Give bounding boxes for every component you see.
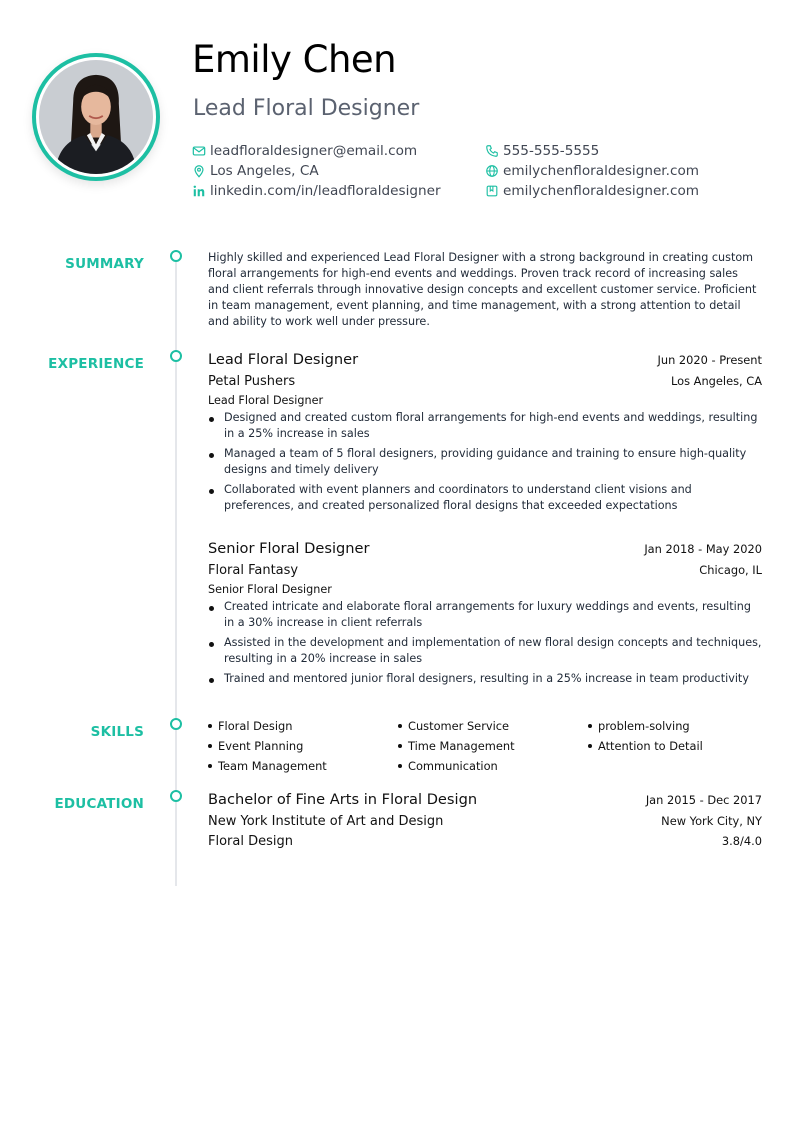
section-label-skills: SKILLS bbox=[90, 724, 144, 740]
company-name: Floral Fantasy bbox=[208, 563, 299, 578]
contact-location bbox=[192, 162, 441, 179]
experience-item bbox=[208, 351, 762, 518]
profile-photo bbox=[39, 60, 153, 174]
experience-item bbox=[208, 540, 762, 691]
job-bullet: Trained and mentored junior floral designers, resulting in a 25% increase in team productivity bbox=[208, 671, 762, 687]
phone-icon bbox=[485, 144, 499, 158]
job-location: Los Angeles, CA bbox=[670, 374, 762, 388]
job-title-header: Lead Floral Designer bbox=[193, 96, 420, 121]
job-bullet: Designed and created custom floral arrangements for high-end events and weddings, resulting in a 25% increase in sales bbox=[208, 410, 762, 442]
summary-text: Highly skilled and experienced Lead Floral Designer with a strong background in creating custom floral arrangements for high-end events and weddings. Proven track record of increasing sales and client referrals through innovative design concepts and excellent customer service. Proficient in team management, event planning, and time management, with a strong attention to detail and ability to work well under pressure. bbox=[208, 251, 757, 328]
skill-item: Event Planning bbox=[208, 738, 398, 754]
section-label-experience: EXPERIENCE bbox=[48, 356, 144, 372]
job-dates: Jan 2018 - May 2020 bbox=[644, 542, 762, 556]
contact-list-right bbox=[485, 142, 699, 199]
job-bullets bbox=[208, 599, 762, 687]
section-label-summary: SUMMARY bbox=[65, 256, 144, 272]
timeline-dot-experience bbox=[170, 350, 182, 362]
summary-section bbox=[208, 250, 762, 330]
candidate-name: Emily Chen bbox=[192, 38, 397, 81]
section-label-education: EDUCATION bbox=[54, 796, 144, 812]
education-section bbox=[208, 791, 762, 849]
skill-item: Communication bbox=[398, 758, 588, 774]
field-of-study: Floral Design bbox=[208, 834, 293, 849]
job-bullet: Collaborated with event planners and coordinators to understand client visions and preferences, and created personalized floral designs that exceeded expectations bbox=[208, 482, 762, 514]
avatar bbox=[32, 53, 160, 181]
timeline-dot-education bbox=[170, 790, 182, 802]
job-bullets bbox=[208, 410, 762, 514]
job-bullet: Created intricate and elaborate floral arrangements for luxury weddings and events, resulting in a 30% increase in client referrals bbox=[208, 599, 762, 631]
skill-item: Floral Design bbox=[208, 718, 398, 734]
school-row bbox=[208, 814, 762, 829]
globe-icon bbox=[485, 164, 499, 178]
contact-linkedin[interactable] bbox=[192, 182, 441, 199]
website-text: emilychenfloraldesigner.com bbox=[503, 162, 700, 179]
timeline-dot-skills bbox=[170, 718, 182, 730]
phone-text: 555-555-5555 bbox=[503, 142, 600, 159]
contact-email[interactable] bbox=[192, 142, 441, 159]
field-row bbox=[208, 834, 762, 849]
map-pin-icon bbox=[192, 164, 206, 178]
email-text: leadfloraldesigner@email.com bbox=[210, 142, 418, 159]
contact-phone[interactable] bbox=[485, 142, 699, 159]
job-title: Lead Floral Designer bbox=[208, 351, 359, 368]
job-bullet: Managed a team of 5 floral designers, providing guidance and training to ensure high-quality designs and timely delivery bbox=[208, 446, 762, 478]
job-role: Senior Floral Designer bbox=[208, 583, 332, 596]
mail-icon bbox=[192, 144, 206, 158]
job-header bbox=[208, 540, 762, 557]
gpa: 3.8/4.0 bbox=[721, 834, 762, 848]
job-bullet: Assisted in the development and implementation of new floral design concepts and techniques, resulting in a 20% increase in sales bbox=[208, 635, 762, 667]
skill-item: Attention to Detail bbox=[588, 738, 762, 754]
contact-website[interactable] bbox=[485, 162, 699, 179]
skills-grid bbox=[208, 718, 762, 774]
contact-portfolio[interactable] bbox=[485, 182, 699, 199]
company-row bbox=[208, 374, 762, 389]
job-location: Chicago, IL bbox=[699, 563, 762, 577]
degree: Bachelor of Fine Arts in Floral Design bbox=[208, 791, 478, 808]
job-title: Senior Floral Designer bbox=[208, 540, 370, 557]
education-dates: Jan 2015 - Dec 2017 bbox=[645, 793, 762, 807]
skill-item: Customer Service bbox=[398, 718, 588, 734]
skill-item: Time Management bbox=[398, 738, 588, 754]
job-dates: Jun 2020 - Present bbox=[657, 353, 762, 367]
skills-section bbox=[208, 718, 762, 774]
job-header bbox=[208, 351, 762, 368]
job-role: Lead Floral Designer bbox=[208, 394, 324, 407]
contact-list-left bbox=[192, 142, 441, 199]
school-name: New York Institute of Art and Design bbox=[208, 814, 444, 829]
school-location: New York City, NY bbox=[661, 814, 762, 828]
company-name: Petal Pushers bbox=[208, 374, 296, 389]
linkedin-icon bbox=[192, 184, 206, 198]
location-text: Los Angeles, CA bbox=[210, 162, 319, 179]
portfolio-icon bbox=[485, 184, 499, 198]
skill-item: problem-solving bbox=[588, 718, 762, 734]
education-header bbox=[208, 791, 762, 808]
timeline-dot-summary bbox=[170, 250, 182, 262]
portfolio-text: emilychenfloraldesigner.com bbox=[503, 182, 700, 199]
skill-item: Team Management bbox=[208, 758, 398, 774]
company-row bbox=[208, 563, 762, 578]
linkedin-text: linkedin.com/in/leadfloraldesigner bbox=[210, 182, 441, 199]
